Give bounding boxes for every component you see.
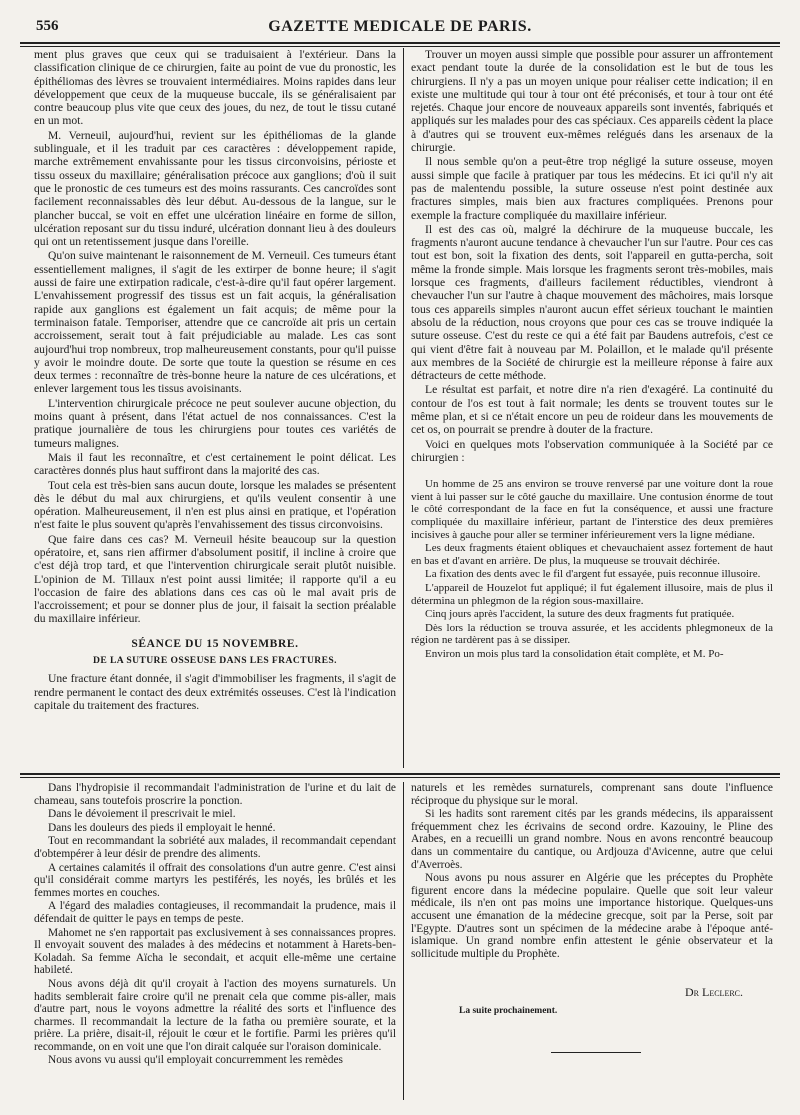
feuilleton-paragraph: Si les hadits sont rarement cités par les grands médecins, ils apparaissent fréquemment chez les écrivains de second ordre. Kazouiny, le Pline des Arabes, en a recueilli un grand nombre. Nous en avons rencontré beaucoup dans un commentaire du cantique, ou Ardjouza d'Avicenne, autre que celui d'Averroès. xyxy=(411,808,773,871)
column-divider-bottom xyxy=(403,782,404,1100)
feuilleton-paragraph: A certaines calamités il offrait des consolations d'un autre genre. C'est ainsi qu'il considérait comme martyrs les pestiférés, les noyés, les brûlés et les femmes mortes en couches. xyxy=(34,861,396,899)
feuilleton-right xyxy=(411,782,773,1100)
right-paragraph: Voici en quelques mots l'observation communiquée à la Société par ce chirurgien : xyxy=(411,437,773,464)
to-be-continued: La suite prochainement. xyxy=(459,1005,558,1016)
observation-paragraph: La fixation des dents avec le fil d'argent fut essayée, puis reconnue illusoire. xyxy=(425,568,761,581)
observation-paragraph: Les deux fragments étaient obliques et chevauchaient assez fortement de haut en bas et d'avant en arrière. De plus, la muqueuse se trouvait déchirée. xyxy=(411,542,773,567)
right-paragraph: Il est des cas où, malgré la déchirure de la muqueuse buccale, les fragments n'auront aucune tendance à chevaucher l'un sur l'autre. Pour ces cas tout est bon, soit la fixation des dents, soit l'appareil en gutta-percha, soit même la fronde simple. Mais lorsque les fragments seront très-mobiles, mais lorsque ces fragments, d'ailleurs facilement réductibles, viendront à chevaucher l'un sur l'autre à chaque mouvement des mâchoires, mais lorsque tous ces appareils simples n'auront aucun effet sérieux touchant le maintien absolu de la réduction, nous croyons que pour ces cas se trouve indiquée la suture osseuse. C'est du reste ce qui a été fait par Baudens autrefois, c'est ce qui vient d'être fait à nouveau par M. Polaillon, et le malade qu'il présente aux membres de la Société de chirurgie est la meilleure réponse à faire aux détracteurs de cette méthode. xyxy=(411,222,773,383)
left-paragraph: Mais il faut les reconnaître, et c'est certainement le point délicat. Les caractères donnés plus haut suffiront dans la majorité des cas. xyxy=(34,450,396,478)
feuilleton-paragraph: Nous avons déjà dit qu'il croyait à l'action des moyens surnaturels. Un hadits semblerait faire croire qu'il ne prenait cela que comme pis-aller, mais d'autre part, nous le voyons admettre la réalité des sorts et l'influence des charmes. Il recommandait la lecture de la fatha ou première sourate, et la prière. La prière, disait-il, réjouit le cœur et le fortifie. Parmi les prières qu'il recommande, on en voit une que l'on dirait calquée sur l'oraison dominicale. xyxy=(34,977,396,1053)
right-paragraph: Le résultat est parfait, et notre dire n'a rien d'exagéré. La continuité du contour de l'os est tout à fait normale; les dents se trouvent toutes sur le même plan, et si ce n'était encore un peu de roideur dans les mouvements de cet os, on pourrait se prendre à douter de la fracture. xyxy=(411,383,773,437)
left-paragraph: ment plus graves que ceux qui se traduisaient à l'extérieur. Dans la classification clinique de ce chirurgien, faite au point de vue du pronostic, les épithéliomas des lèvres se trouvaient intermédiaires. Moins rapides dans leur développement que ceux de la muqueuse buccale, ils se généralisaient par contre beaucoup plus vite que ceux des joues, du nez, de tout le tissu cutané en un mot. xyxy=(34,48,396,128)
column-divider-top xyxy=(403,48,404,768)
observation-block xyxy=(411,478,773,660)
feuilleton-paragraph: Dans l'hydropisie il recommandait l'administration de l'urine et du lait de chameau, sans toutefois proscrire la ponction. xyxy=(34,782,396,807)
feuilleton-paragraph: A l'égard des maladies contagieuses, il recommandait la prudence, mais il défendait de quitter le pays en temps de peste. xyxy=(34,900,396,925)
right-column xyxy=(411,48,773,770)
feuilleton-rule-thick xyxy=(20,773,780,775)
observation-paragraph: Cinq jours après l'accident, la suture des deux fragments fut pratiquée. xyxy=(425,608,735,621)
observation-paragraph: Un homme de 25 ans environ se trouve renversé par une voiture dont la roue vient à lui passer sur le côté gauche du maxillaire. Une contusion énorme de tout le côté correspondant de la face en fut la conséquence, et aussi une fracture compliquée du maxillaire inférieur, partant de l'interstice des deux premières incisives à gauche pour aller se terminer inférieurement vers la ligne médiane. xyxy=(411,478,773,541)
left-paragraph: Une fracture étant donnée, il s'agit d'immobiliser les fragments, il s'agit de rendre permanent le contact des deux extrémités osseuses. C'est là l'indication capitale du traitement des fractures. xyxy=(34,672,396,712)
header-rule-thin xyxy=(20,46,780,47)
left-paragraph: Que faire dans ces cas? M. Verneuil hésite beaucoup sur la question opératoire, et, sans rien affirmer d'absolument positif, il incline à croire que c'est déjà trop tard, et que l'intervention chirurgicale serait plutôt nuisible. L'opinion de M. Tillaux n'est point aussi limitée; il rapporte qu'il a eu l'occasion de faire des ablations dans ces cas où le mal avait pris de l'accroissement; et pour se donner plus de jour, il faisait la section préalable du maxillaire inférieur. xyxy=(34,532,396,626)
end-rule xyxy=(551,1052,641,1053)
header-rule-thick xyxy=(20,42,780,44)
feuilleton-paragraph: Tout en recommandant la sobriété aux malades, il recommandait cependant d'obtempérer à leur désir de prendre des aliments. xyxy=(34,835,396,860)
feuilleton-rule-thin xyxy=(20,777,780,778)
left-paragraph: L'intervention chirurgicale précoce ne peut soulever aucune objection, du moins quant à présent, dans l'état actuel de nos connaissances. C'est la pratique journalière de tous les chirurgiens pour toutes ces variétés de tumeurs malignes. xyxy=(34,396,396,450)
feuilleton-paragraph: Nous avons vu aussi qu'il employait concurremment les remèdes xyxy=(48,1054,343,1067)
page-header xyxy=(20,18,780,40)
right-paragraph: Il nous semble qu'on a peut-être trop négligé la suture osseuse, moyen aussi simple que facile à pratiquer par tous les médecins. Et ici qu'il n'y ait pas de malentendu possible, la suture osseuse n'est point destinée aux fractures simples, mais bien aux fractures compliquées. Prenons pour exemple la fracture compliquée du maxillaire inférieur. xyxy=(411,155,773,222)
feuilleton-left xyxy=(34,782,396,1100)
feuilleton-paragraph: Dans le dévoiement il prescrivait le miel. xyxy=(48,808,236,821)
feuilleton-paragraph: Nous avons pu nous assurer en Algérie que les préceptes du Prophète figurent encore dans la médecine populaire. Quelle que soit leur valeur médicale, ils n'en ont pas moins une importance historique. Quelques-uns accusent une émanation de la médecine grecque, soit par la Perse, soit par l'Egypte. D'autres sont un spécimen de la médecine arabe à l'époque anté-islamique. Un grand nombre enfin attestent le génie observateur et la sollicitude multiple du Prophète. xyxy=(411,872,773,960)
right-paragraph: Trouver un moyen aussi simple que possible pour assurer un affrontement exact pendant toute la durée de la consolidation est le but de tous les chirurgiens. Il n'y a pas un moyen unique pour réaliser cette indication; il en existe une multitude qui tour à tour ont été préconisés, et tour à tour ont été rejetés. Chaque jour encore de nouveaux appareils sont inventés, fabriqués et appliqués sur les malades pour des cas spéciaux. Ces appareils cèdent la place à d'autres qui se trouvent eux-mêmes relégués dans les arsenaux de la chirurgie. xyxy=(411,48,773,155)
observation-paragraph: L'appareil de Houzelot fut appliqué; il fut également illusoire, mais de plus il détermina un phlegmon de la région sous-maxillaire. xyxy=(411,581,773,607)
section-subtitle: DE LA SUTURE OSSEUSE DANS LES FRACTURES. xyxy=(93,655,337,667)
left-paragraph: Tout cela est très-bien sans aucun doute, lorsque les malades se présentent dès le début du mal aux chirurgiens, et qu'ils veulent consentir à une opération. Malheureusement, il n'en est plus ainsi en pratique, et l'opération n'est faite le plus souvent qu'après l'envahissement des tissus circonvoisins. xyxy=(34,478,396,532)
feuilleton-paragraph: Mahomet ne s'en rapportait pas exclusivement à ses connaissances propres. Il envoyait souvent des malades à des médecins et notamment à Harets-ben-Koladah. Sa femme Aïcha le secondait, et acquit elle-même une certaine habileté. xyxy=(34,926,396,977)
left-column xyxy=(34,48,396,770)
feuilleton-paragraph: Dans les douleurs des pieds il employait le henné. xyxy=(48,821,276,834)
page-number: 556 xyxy=(36,18,59,34)
left-paragraph: Qu'on suive maintenant le raisonnement de M. Verneuil. Ces tumeurs étant essentiellement malignes, il s'agit de les extirper de bonne heure; il s'agit aussi de faire une extirpation radicale, c'est-à-dire qu'il faut opérer largement. L'envahissement progressif des tissus est un fait acquis, la généralisation rapide aux ganglions est également un fait acquis; de même pour la terminaison fatale. Temporiser, attendre que ce cancroïde ait pris un certain accroissement, serait tout à fait préjudiciable au malade. Les cas sont aujourd'hui trop nombreux, trop malheureusement constants, pour qu'il puisse y avoir le moindre doute. De sorte que toute la question se résume en ces deux termes : reconnaître de très-bonne heure la nature de ces ulcérations, et enlever largement tous les tissus avoisinants. xyxy=(34,249,396,396)
left-paragraph: M. Verneuil, aujourd'hui, revient sur les épithéliomas de la glande sublinguale, et il les traduit par ces caractères : développement rapide, marche extrêmement envahissante pour les tissus circonvoisins, périoste et tissu osseux du maxillaire; généralisation précoce aux ganglions; d'où il suit que le pronostic de ces tumeurs est des moins rassurants. Ces cancroïdes sont facilement reconnaissables dès leur début. Au-dessous de la langue, sur le plancher buccal, se voit en effet une ulcération linéaire en forme de sillon, ulcération reposant sur du tissu induré, ulcération donnant lieu à des douleurs qui ont un retentissement jusque dans l'oreille. xyxy=(34,128,396,249)
author-signature: Dr Leclerc. xyxy=(685,985,743,1000)
observation-paragraph: Environ un mois plus tard la consolidation était complète, et M. Po- xyxy=(425,647,724,660)
feuilleton-paragraph: naturels et les remèdes surnaturels, comprenant sans doute l'influence réciproque du physique sur le moral. xyxy=(411,782,773,807)
section-title: SÉANCE DU 15 NOVEMBRE. xyxy=(131,637,299,650)
observation-paragraph: Dès lors la réduction se trouva assurée, et les accidents phlegmoneux de la région ne tardèrent pas à se dissiper. xyxy=(411,621,773,647)
journal-title: GAZETTE MEDICALE DE PARIS. xyxy=(268,18,532,35)
